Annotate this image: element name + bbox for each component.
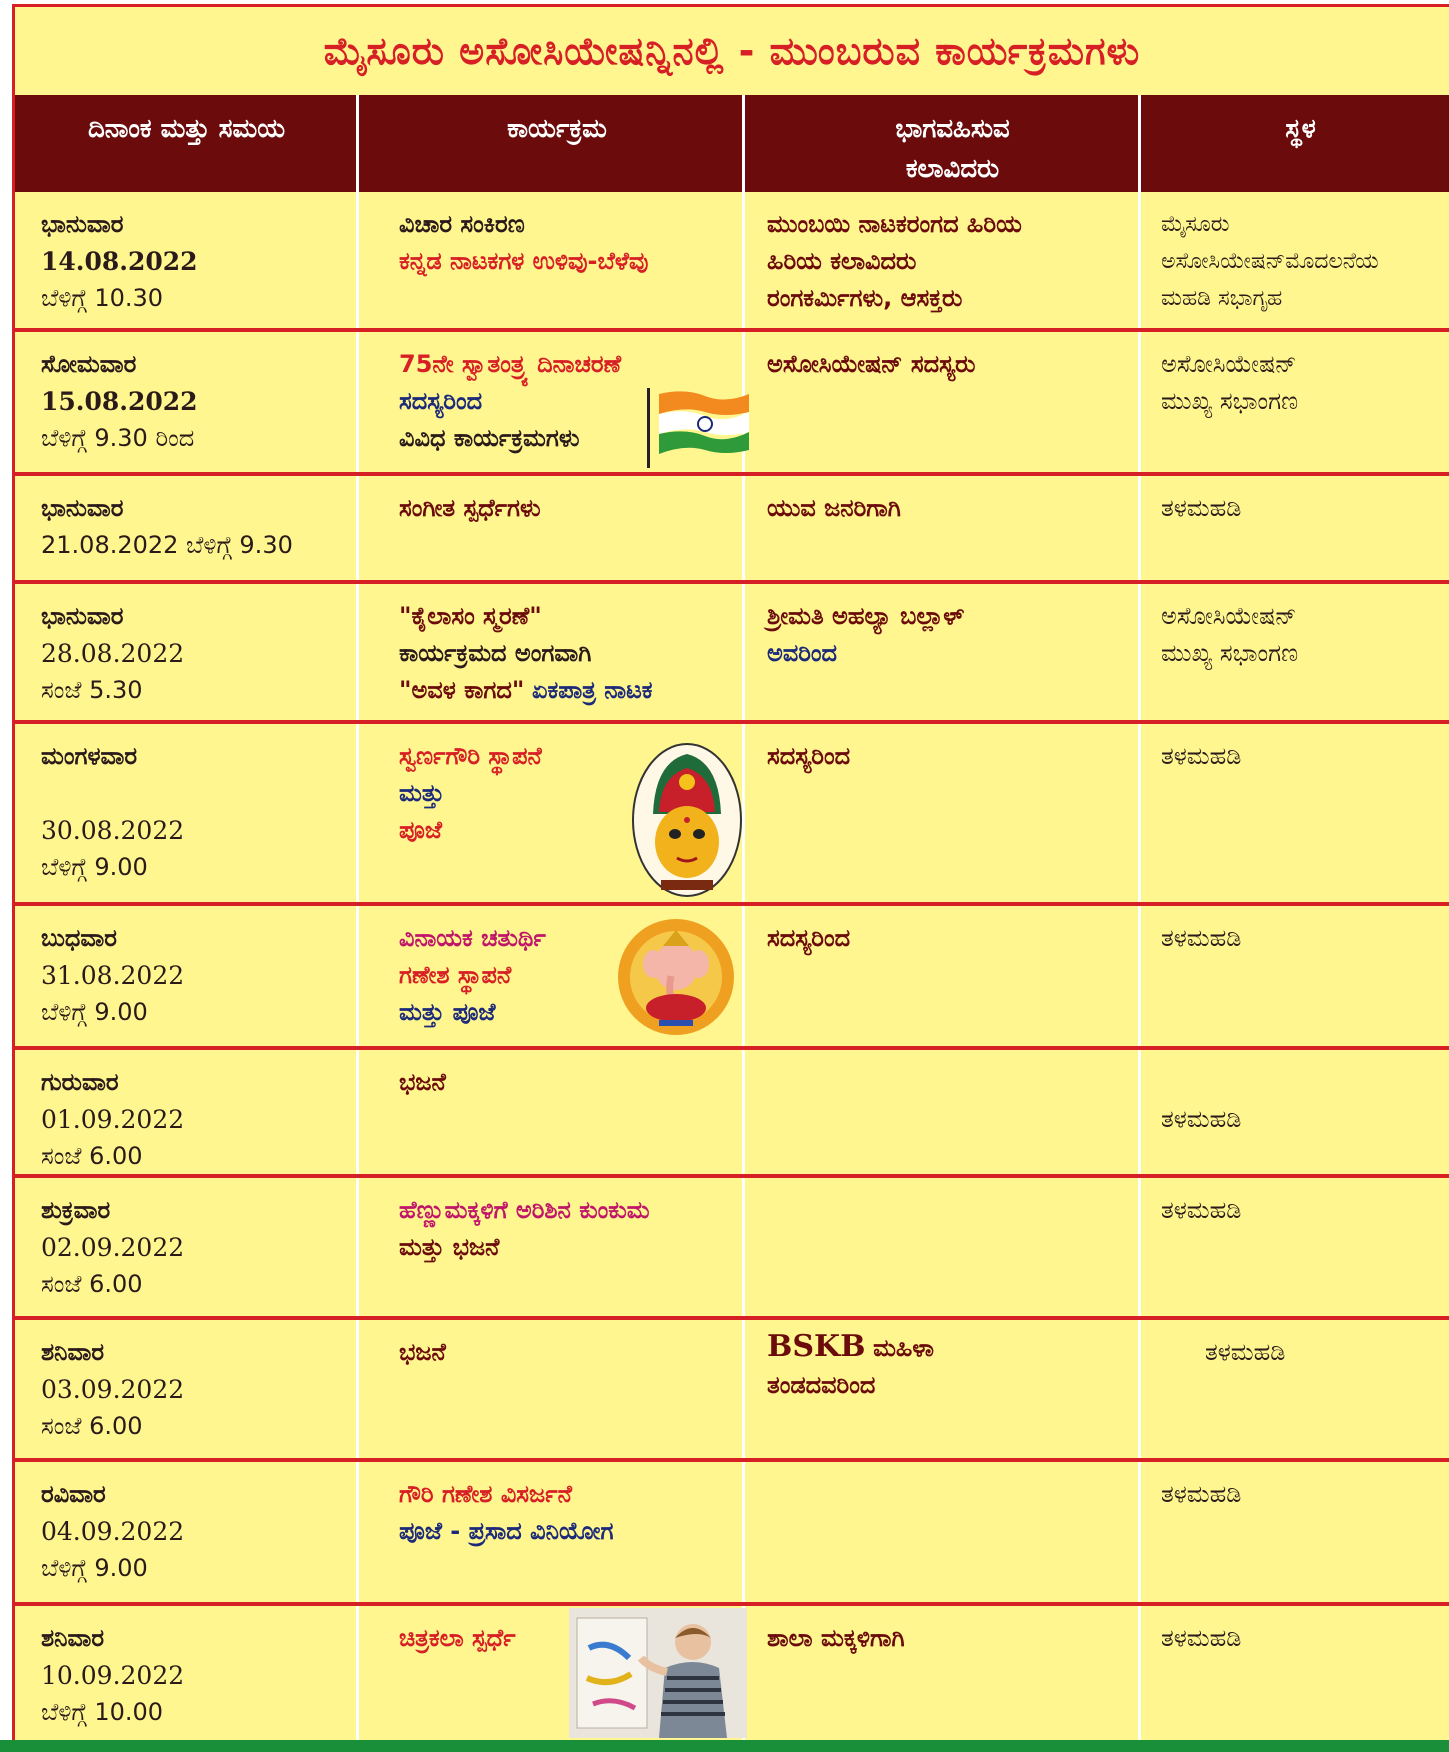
- venue-line: ತಳಮಹಡಿ: [1161, 1196, 1242, 1224]
- date-cell: [41, 1606, 361, 1731]
- header-date-time: [15, 95, 358, 192]
- program-cell: [399, 1178, 759, 1266]
- time-label: ಸಂಜೆ 6.00: [41, 1412, 143, 1440]
- date-time-label: 21.08.2022 ಬೆಳಿಗ್ಗೆ 9.30: [41, 531, 293, 559]
- date-cell: [41, 476, 361, 564]
- page-title: ಮೈಸೂರು ಅಸೋಸಿಯೇಷನ್ನಿನಲ್ಲಿ - ಮುಂಬರುವ ಕಾರ್ಯಕ್ರಮಗಳು: [323, 28, 1141, 73]
- program-cell: [399, 192, 759, 280]
- venue-cell: [1161, 332, 1449, 420]
- program-line: ಪೂಜೆ: [399, 816, 442, 844]
- table-row: [15, 1320, 1449, 1458]
- date-label: 01.09.2022: [41, 1105, 185, 1134]
- program-line: ಗೌರಿ ಗಣೇಶ ವಿಸರ್ಜನೆ: [399, 1480, 572, 1508]
- header-artists-label: [895, 109, 1009, 189]
- artists-line: ರಂಗಕರ್ಮಿಗಳು, ಆಸಕ್ತರು: [767, 284, 963, 312]
- table-row: [15, 1050, 1449, 1174]
- venue-line: ಅಸೋಸಿಯೇಷನ್: [1161, 602, 1297, 630]
- day-label: ಶನಿವಾರ: [41, 1338, 105, 1366]
- venue-line: ಮೈಸೂರು: [1161, 212, 1230, 237]
- artists-line: ಹಿರಿಯ ಕಲಾವಿದರು: [767, 247, 917, 275]
- venue-line: ಅಸೋಸಿಯೇಷನ್‌ಮೊದಲನೆಯ: [1161, 249, 1379, 274]
- time-label: ಬೆಳಿಗ್ಗೆ 9.00: [41, 998, 148, 1026]
- venue-line: ತಳಮಹಡಿ: [1161, 742, 1242, 770]
- table-row: [15, 1606, 1449, 1740]
- date-cell: [41, 1462, 361, 1587]
- table-row: [15, 332, 1449, 472]
- program-line: ಭಜನೆ: [399, 1338, 446, 1366]
- time-label: ಬೆಳಿಗ್ಗೆ 10.30: [41, 284, 164, 312]
- spacer: [1161, 1064, 1449, 1101]
- program-line: ಪೂಜೆ - ಪ್ರಸಾದ ವಿನಿಯೋಗ: [399, 1517, 614, 1545]
- indian-flag-icon: [645, 388, 765, 468]
- venue-line: ತಳಮಹಡಿ: [1161, 494, 1242, 522]
- venue-line: ತಳಮಹಡಿ: [1205, 1338, 1286, 1366]
- artists-line: [767, 1328, 1147, 1367]
- date-cell: [41, 192, 361, 317]
- day-label: ಭಾನುವಾರ: [41, 602, 124, 630]
- artists-cell: [767, 906, 1147, 957]
- program-cell: [399, 1050, 759, 1101]
- program-quote: "ಅವಳ ಕಾಗದ": [399, 676, 525, 704]
- artists-line: ಸದಸ್ಯರಿಂದ: [767, 924, 851, 952]
- date-cell: [41, 1178, 361, 1303]
- table-row: [15, 1462, 1449, 1602]
- program-line: ಮತ್ತು ಪೂಜೆ: [399, 998, 496, 1026]
- header-program: [361, 95, 753, 192]
- venue-cell: [1161, 584, 1449, 672]
- header-venue: [1152, 95, 1449, 192]
- date-cell: [41, 584, 361, 709]
- child-painting-photo-icon: [569, 1608, 747, 1738]
- header-artists-line2: ಕಲಾವಿದರು: [905, 154, 1000, 184]
- program-line: ವಿನಾಯಕ ಚತುರ್ಥಿ: [399, 924, 546, 952]
- spacer: [41, 775, 361, 812]
- time-label: ಬೆಳಿಗ್ಗೆ 9.00: [41, 1554, 148, 1582]
- table-row: [15, 584, 1449, 720]
- day-label: ರವಿವಾರ: [41, 1480, 106, 1508]
- venue-cell: [1161, 1462, 1449, 1513]
- venue-line: ಮಹಡಿ ಸಭಾಗೃಹ: [1161, 286, 1283, 311]
- artists-cell: [767, 476, 1147, 527]
- program-line: ಗಣೇಶ ಸ್ಥಾಪನೆ: [399, 961, 512, 989]
- time-label: ಸಂಜೆ 5.30: [41, 676, 143, 704]
- program-subtitle: ಏಕಪಾತ್ರ ನಾಟಕ: [532, 676, 653, 704]
- program-cell: [399, 584, 759, 709]
- venue-cell: [1161, 1178, 1449, 1229]
- time-label: ಬೆಳಿಗ್ಗೆ 9.00: [41, 853, 148, 881]
- date-label: 30.08.2022: [41, 816, 185, 845]
- program-line: ಚಿತ್ರಕಲಾ ಸ್ಪರ್ಧೆ: [399, 1624, 516, 1652]
- day-label: ಮಂಗಳವಾರ: [41, 742, 138, 770]
- program-line: ಹೆಣ್ಣುಮಕ್ಕಳಿಗೆ ಅರಿಶಿನ ಕುಂಕುಮ: [399, 1196, 650, 1224]
- artists-cell: [767, 1320, 1147, 1404]
- venue-cell: [1161, 476, 1449, 527]
- table-row: [15, 476, 1449, 580]
- bskb-label: BSKB: [767, 1329, 866, 1364]
- venue-cell: [1161, 1320, 1449, 1371]
- venue-line: ಅಸೋಸಿಯೇಷನ್: [1161, 350, 1297, 378]
- artists-cell: [767, 192, 1147, 317]
- program-line: ಕನ್ನಡ ನಾಟಕಗಳ ಉಳಿವು-ಬೆಳೆವು: [399, 247, 649, 275]
- date-cell: [41, 1320, 361, 1445]
- time-label: ಸಂಜೆ 6.00: [41, 1142, 143, 1170]
- artists-line: ಶಾಲಾ ಮಕ್ಕಳಿಗಾಗಿ: [767, 1624, 905, 1652]
- venue-cell: [1161, 1606, 1449, 1657]
- venue-line: ಮುಖ್ಯ ಸಭಾಂಗಣ: [1161, 387, 1299, 415]
- date-label: 04.09.2022: [41, 1517, 185, 1546]
- program-line: ವಿಚಾರ ಸಂಕಿರಣ: [399, 210, 525, 238]
- day-label: ಬುಧವಾರ: [41, 924, 117, 952]
- date-cell: [41, 332, 361, 457]
- header-artists-line1: ಭಾಗವಹಿಸುವ: [895, 114, 1010, 144]
- date-label: 31.08.2022: [41, 961, 185, 990]
- day-label: ಭಾನುವಾರ: [41, 210, 124, 238]
- program-line: [399, 672, 759, 709]
- program-line: 75ನೇ ಸ್ವಾತಂತ್ರ್ಯ ದಿನಾಚರಣೆ: [399, 350, 622, 378]
- artists-line: ತಂಡದವರಿಂದ: [767, 1371, 876, 1399]
- artists-cell: [767, 584, 1147, 672]
- venue-cell: [1161, 192, 1449, 317]
- venue-line: ತಳಮಹಡಿ: [1161, 924, 1242, 952]
- program-line: ಮತ್ತು ಭಜನೆ: [399, 1233, 500, 1261]
- day-label: ಶನಿವಾರ: [41, 1624, 105, 1652]
- footer-stripe: [0, 1740, 1449, 1752]
- program-line: ಮತ್ತು: [399, 779, 445, 807]
- artists-cell: [767, 1606, 1147, 1657]
- day-label: ಗುರುವಾರ: [41, 1068, 119, 1096]
- date-cell: [41, 724, 361, 886]
- venue-line: ತಳಮಹಡಿ: [1161, 1105, 1242, 1133]
- program-line: ಸಂಗೀತ ಸ್ಪರ್ಧೆಗಳು: [399, 494, 541, 522]
- artists-line: ಸದಸ್ಯರಿಂದ: [767, 742, 851, 770]
- venue-line: ತಳಮಹಡಿ: [1161, 1480, 1242, 1508]
- artists-line: ಶ್ರೀಮತಿ ಅಹಲ್ಯಾ ಬಲ್ಲಾಳ್: [767, 602, 965, 630]
- program-line: ಭಜನೆ: [399, 1068, 446, 1096]
- date-cell: [41, 906, 361, 1031]
- venue-cell: [1161, 1050, 1449, 1138]
- day-label: ಭಾನುವಾರ: [41, 494, 124, 522]
- time-label: ಬೆಳಿಗ್ಗೆ 9.30 ರಿಂದ: [41, 424, 195, 452]
- ganesha-idol-icon: [615, 916, 737, 1038]
- program-line: ಸದಸ್ಯರಿಂದ: [399, 387, 483, 415]
- program-cell: [399, 476, 759, 527]
- date-label: 10.09.2022: [41, 1661, 185, 1690]
- program-cell: [399, 1462, 759, 1550]
- venue-cell: [1161, 906, 1449, 957]
- date-cell: [41, 1050, 361, 1175]
- header-artists: [756, 95, 1149, 192]
- date-label: 15.08.2022: [41, 387, 198, 416]
- gauri-idol-icon: [631, 742, 743, 898]
- time-label: ಸಂಜೆ 6.00: [41, 1270, 143, 1298]
- day-label: ಸೋಮವಾರ: [41, 350, 137, 378]
- table-row: [15, 906, 1449, 1046]
- header-program-label: ಕಾರ್ಯಕ್ರಮ: [507, 114, 607, 144]
- table-row: [15, 724, 1449, 902]
- artists-cell: [767, 332, 1147, 383]
- table-header: [15, 95, 1449, 192]
- venue-cell: [1161, 724, 1449, 775]
- venue-line: ತಳಮಹಡಿ: [1161, 1624, 1242, 1652]
- program-cell: [399, 1320, 759, 1371]
- program-line: ಸ್ವರ್ಣಗೌರಿ ಸ್ಥಾಪನೆ: [399, 742, 542, 770]
- title-bar: [15, 7, 1449, 95]
- artists-cell: [767, 724, 1147, 775]
- artists-word: ಮಹಿಳಾ: [873, 1334, 934, 1362]
- date-label: 14.08.2022: [41, 247, 198, 276]
- artists-line: ಅಸೋಸಿಯೇಷನ್ ಸದಸ್ಯರು: [767, 350, 976, 378]
- program-line: ವಿವಿಧ ಕಾರ್ಯಕ್ರಮಗಳು: [399, 424, 580, 452]
- day-label: ಶುಕ್ರವಾರ: [41, 1196, 111, 1224]
- program-line: "ಕೈಲಾಸಂ ಸ್ಮರಣೆ": [399, 602, 542, 630]
- venue-line: ಮುಖ್ಯ ಸಭಾಂಗಣ: [1161, 639, 1299, 667]
- artists-line: ಮುಂಬಯಿ ನಾಟಕರಂಗದ ಹಿರಿಯ: [767, 210, 1022, 238]
- date-label: 03.09.2022: [41, 1375, 185, 1404]
- time-label: ಬೆಳಿಗ್ಗೆ 10.00: [41, 1698, 164, 1726]
- date-label: 28.08.2022: [41, 639, 185, 668]
- artists-line: ಯುವ ಜನರಿಗಾಗಿ: [767, 494, 901, 522]
- header-date-time-label: ದಿನಾಂಕ ಮತ್ತು ಸಮಯ: [87, 114, 286, 144]
- table-row: [15, 192, 1449, 328]
- program-line: ಕಾರ್ಯಕ್ರಮದ ಅಂಗವಾಗಿ: [399, 639, 592, 667]
- date-label: 02.09.2022: [41, 1233, 185, 1262]
- header-venue-label: ಸ್ಥಳ: [1285, 114, 1316, 144]
- table-row: [15, 1178, 1449, 1316]
- artists-line: ಅವರಿಂದ: [767, 639, 838, 667]
